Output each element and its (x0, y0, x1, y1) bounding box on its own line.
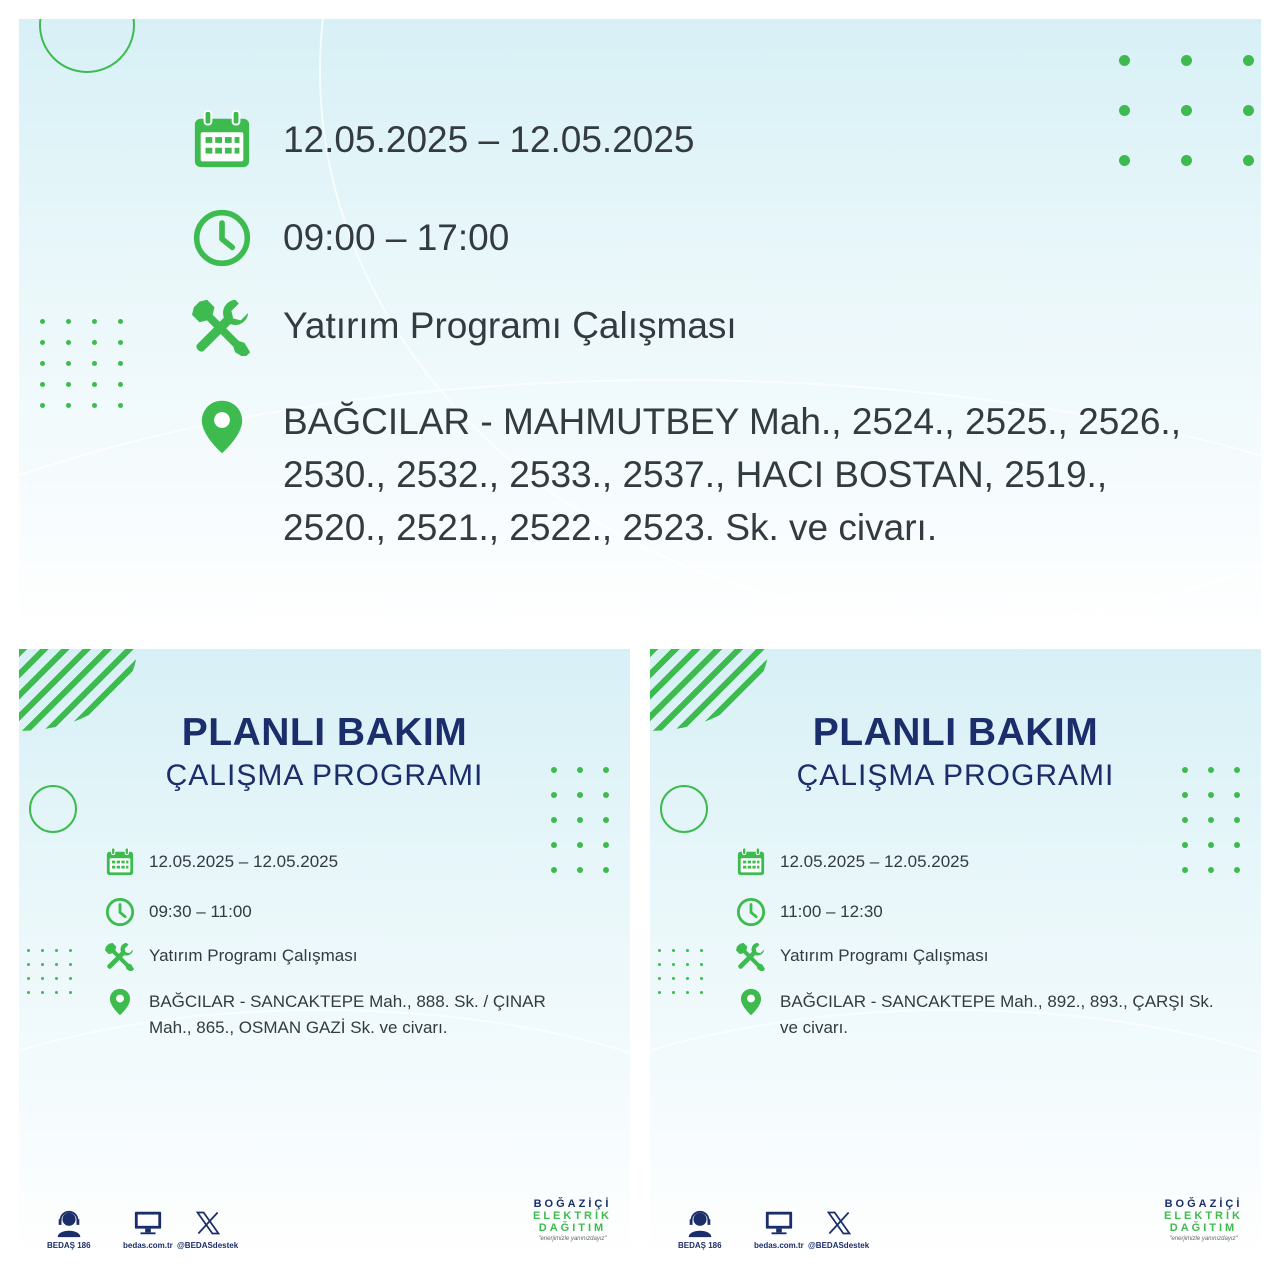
company-logo: BOĞAZİÇİ ELEKTRİK DAĞITIM "enerjimizle yanınızdayız" (533, 1198, 612, 1242)
card-subtitle: ÇALIŞMA PROGRAMI (796, 759, 1115, 792)
work-type-text: Yatırım Programı Çalışması (283, 305, 737, 346)
x-logo-icon (194, 1208, 222, 1238)
clock-icon (734, 895, 768, 929)
decorative-dot-grid (1093, 55, 1261, 205)
calendar-icon (189, 107, 255, 173)
work-type-text: Yatırım Programı Çalışması (149, 946, 358, 965)
location-pin-icon (103, 985, 137, 1019)
location-row (734, 989, 1214, 1041)
location-text: BAĞCILAR - SANCAKTEPE Mah., 888. Sk. / ÇINAR Mah., 865., OSMAN GAZİ Sk. ve civarı. (149, 992, 546, 1037)
maintenance-card-1 (19, 649, 630, 1260)
time-row (734, 899, 883, 929)
website-link[interactable]: bedas.com.tr (754, 1208, 804, 1250)
date-row (189, 107, 695, 173)
decorative-dot-grid (29, 319, 133, 424)
calendar-icon (734, 845, 768, 879)
location-text: BAĞCILAR - SANCAKTEPE Mah., 892., 893., ÇARŞI Sk. ve civarı. (780, 992, 1214, 1037)
time-text: 11:00 – 12:30 (780, 902, 883, 921)
calendar-icon (103, 845, 137, 879)
monitor-icon (132, 1208, 164, 1238)
date-row (734, 849, 969, 879)
top-announcement-card (19, 19, 1261, 630)
headset-icon (685, 1208, 715, 1238)
decorative-dot-grid (652, 949, 708, 1005)
time-row (189, 205, 509, 271)
card-title: PLANLI BAKIM (812, 711, 1099, 754)
location-row (189, 391, 1181, 554)
decorative-dot-grid (21, 949, 77, 1005)
clock-icon (103, 895, 137, 929)
x-logo-icon (825, 1208, 853, 1238)
phone-contact: BEDAŞ 186 (678, 1208, 722, 1250)
time-text: 09:00 – 17:00 (283, 217, 510, 258)
location-text: BAĞCILAR - MAHMUTBEY Mah., 2524., 2525., 2526., 2530., 2532., 2533., 2537., HACI BOSTAN, 2519., 2520., 2521., 2522., 2523. Sk. ve civarı. (283, 401, 1181, 548)
tools-icon (734, 939, 768, 973)
location-row (103, 989, 546, 1041)
card-subtitle: ÇALIŞMA PROGRAMI (165, 759, 484, 792)
headset-icon (54, 1208, 84, 1238)
tools-icon (103, 939, 137, 973)
company-logo: BOĞAZİÇİ ELEKTRİK DAĞITIM "enerjimizle yanınızdayız" (1164, 1198, 1243, 1242)
date-text: 12.05.2025 – 12.05.2025 (283, 119, 695, 160)
social-link[interactable]: @BEDASdestek (808, 1208, 869, 1250)
maintenance-card-2 (650, 649, 1261, 1260)
date-text: 12.05.2025 – 12.05.2025 (780, 852, 970, 871)
time-row (103, 899, 252, 929)
work-type-row (189, 293, 737, 359)
work-type-text: Yatırım Programı Çalışması (780, 946, 989, 965)
clock-icon (189, 205, 255, 271)
phone-contact: BEDAŞ 186 (47, 1208, 91, 1250)
social-link[interactable]: @BEDASdestek (177, 1208, 238, 1250)
website-link[interactable]: bedas.com.tr (123, 1208, 173, 1250)
tools-icon (189, 293, 255, 359)
date-text: 12.05.2025 – 12.05.2025 (149, 852, 339, 871)
work-type-row (734, 943, 988, 973)
card-title: PLANLI BAKIM (181, 711, 468, 754)
location-pin-icon (734, 985, 768, 1019)
time-text: 09:30 – 11:00 (149, 902, 252, 921)
location-pin-icon (189, 391, 255, 463)
work-type-row (103, 943, 357, 973)
decorative-ring (39, 19, 135, 73)
date-row (103, 849, 338, 879)
monitor-icon (763, 1208, 795, 1238)
